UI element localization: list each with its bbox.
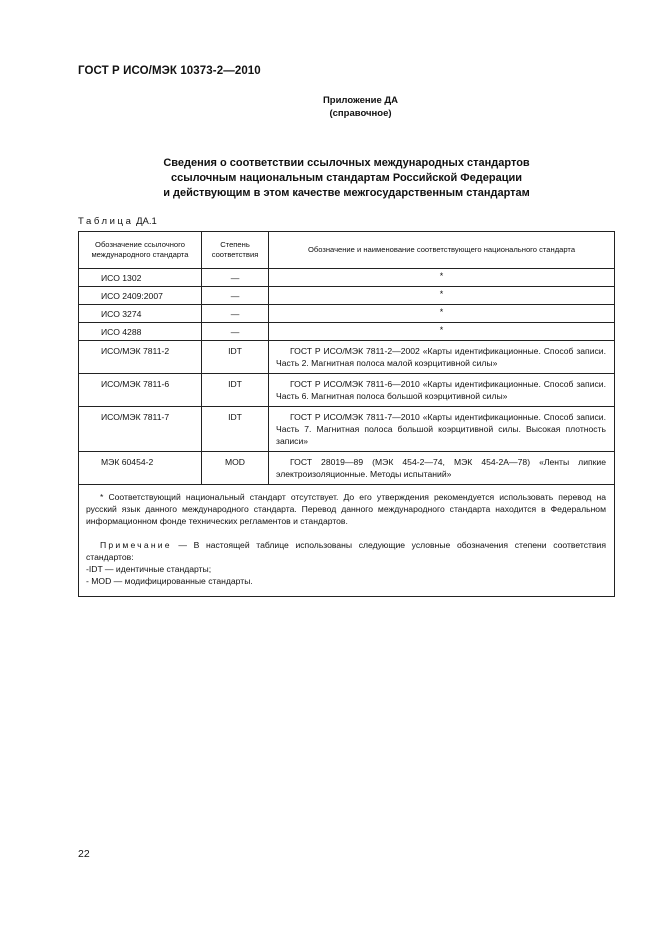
table-caption-number: ДА.1 [136,216,157,227]
table-footnote-cell [79,485,615,597]
national-standard-cell [269,341,615,374]
table-row [79,341,615,374]
degree-cell: — [202,269,269,287]
table-row [79,287,615,305]
national-standard-cell [269,374,615,407]
reference-standard-cell: ИСО 1302 [79,269,202,287]
correspondence-table [78,231,615,586]
degree-cell: — [202,323,269,341]
reference-standard-cell: ИСО/МЭК 7811-7 [79,407,202,452]
title-line: Сведения о соответствии ссылочных международных стандартов [163,157,530,169]
section-title [78,156,615,201]
national-standard-text: ГОСТ 28019—89 (МЭК 454-2—74, МЭК 454-2А—78) «Ленты липкие электроизоляционные. Методы испытаний» [276,457,606,479]
table-row [79,269,615,287]
reference-standard-cell: ИСО 2409:2007 [79,287,202,305]
column-header: Обозначение и наименование соответствующего национального стандарта [269,232,615,269]
degree-cell: MOD [202,452,269,485]
note-lead: Примечание [100,540,172,550]
degree-cell: IDT [202,374,269,407]
degree-cell: IDT [202,341,269,374]
footnote-marker: * [439,324,444,335]
table-row [79,374,615,407]
table-row [79,407,615,452]
note-paragraph [86,539,606,563]
footnote-marker: * [439,306,444,317]
footnote-text: * Соответствующий национальный стандарт отсутствует. До его утверждения рекомендуется использовать перевод на русский язык данного международного стандарта. Перевод данного международного стандарта находится в Федеральном информационном фонде технических регламентов и стандартов. [86,492,606,526]
title-line: ссылочным национальным стандартам Российской Федерации [170,172,523,184]
national-standard-cell [269,287,615,305]
column-header: Обозначение ссылочного международного стандарта [79,232,202,269]
national-standard-cell [269,407,615,452]
reference-standard-cell: ИСО/МЭК 7811-6 [79,374,202,407]
table-row [79,452,615,485]
document-id: ГОСТ Р ИСО/МЭК 10373-2—2010 [78,65,261,77]
table-caption [78,216,157,227]
national-standard-text: ГОСТ Р ИСО/МЭК 7811-6—2010 «Карты идентификационные. Способ записи. Часть 6. Магнитная полоса большой коэрцитивной силы» [276,379,606,401]
reference-standard-cell: МЭК 60454-2 [79,452,202,485]
national-standard-text: ГОСТ Р ИСО/МЭК 7811-2—2002 «Карты идентификационные. Способ записи. Часть 2. Магнитная полоса малой коэрцитивной силы» [276,346,606,368]
national-standard-text: ГОСТ Р ИСО/МЭК 7811-7—2010 «Карты идентификационные. Способ записи. Часть 7. Магнитная полоса большой коэрцитивной силы. Высокая плотность записи» [276,412,606,446]
reference-standard-cell: ИСО 3274 [79,305,202,323]
degree-cell: IDT [202,407,269,452]
table-row [79,323,615,341]
annex-subtitle: (справочное) [329,108,392,119]
national-standard-cell [269,323,615,341]
degree-cell: — [202,287,269,305]
national-standard-cell [269,269,615,287]
annex-title: Приложение ДА [322,95,399,106]
note-item: - MOD — модифицированные стандарты. [86,576,253,586]
reference-standard-cell: ИСО 4288 [79,323,202,341]
table-header-row [79,232,615,269]
table-row [79,305,615,323]
note-item: -IDT — идентичные стандарты; [86,564,212,574]
table-footer-row [79,485,615,597]
reference-standard-cell: ИСО/МЭК 7811-2 [79,341,202,374]
title-line: и действующим в этом качестве межгосударственным стандартам [163,187,530,199]
column-header: Степень соответствия [202,232,269,269]
page-number: 22 [78,848,90,860]
note-text: — В настоящей таблице использованы следующие условные обозначения степени соответствия стандартов: [86,540,606,562]
footnote-marker: * [439,270,444,281]
national-standard-cell [269,305,615,323]
table-caption-word: Таблица [78,216,134,227]
national-standard-cell [269,452,615,485]
degree-cell: — [202,305,269,323]
footnote-marker: * [439,288,444,299]
